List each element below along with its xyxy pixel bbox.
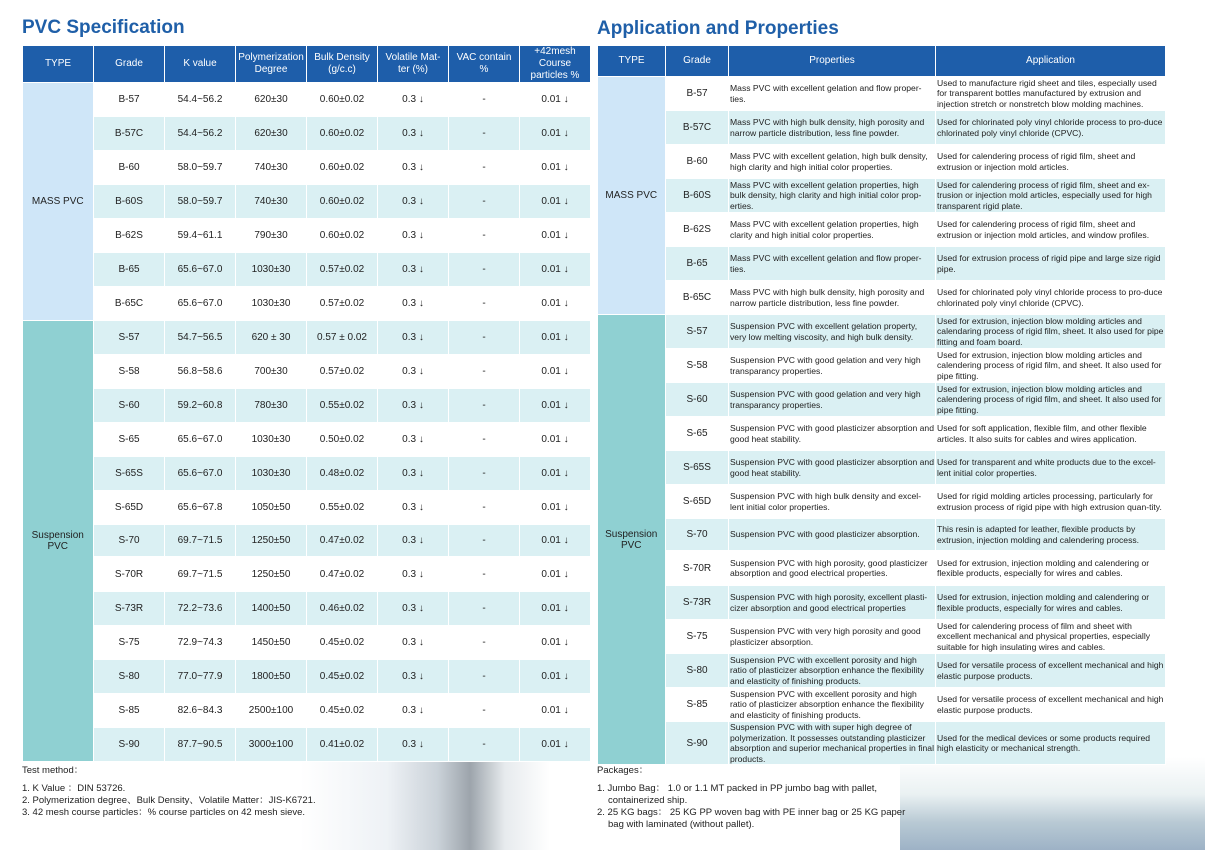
value-cell: Mass PVC with high bulk density, high porosity and narrow particle distribution, less fine powder. bbox=[729, 111, 936, 145]
value-cell: Suspension PVC with high porosity, good plasticizer absorption and good electrical properties. bbox=[729, 551, 936, 586]
value-cell: 0.3 ↓ bbox=[378, 423, 449, 457]
value-cell: 620±30 bbox=[236, 117, 307, 151]
table-row bbox=[598, 281, 1166, 315]
value-cell: 0.41±0.02 bbox=[307, 728, 378, 762]
table-row bbox=[23, 185, 591, 219]
grade-cell: S-90 bbox=[94, 728, 165, 762]
column-header: Volatile Mat-ter (%) bbox=[378, 46, 449, 83]
value-cell: 0.01 ↓ bbox=[520, 389, 591, 423]
value-cell: - bbox=[449, 592, 520, 626]
value-cell: 1400±50 bbox=[236, 592, 307, 626]
value-cell: Suspension PVC with good plasticizer absorption and good heat stability. bbox=[729, 451, 936, 485]
grade-cell: B-65 bbox=[666, 247, 729, 281]
column-header: Grade bbox=[94, 46, 165, 83]
column-header: Bulk Density (g/c.c) bbox=[307, 46, 378, 83]
grade-cell: B-62S bbox=[94, 219, 165, 253]
value-cell: 1250±50 bbox=[236, 525, 307, 557]
pvc-spec-table bbox=[22, 45, 591, 762]
table-row bbox=[23, 355, 591, 389]
value-cell: 0.01 ↓ bbox=[520, 491, 591, 525]
value-cell: 65.6~67.0 bbox=[165, 423, 236, 457]
value-cell: 0.3 ↓ bbox=[378, 355, 449, 389]
value-cell: - bbox=[449, 525, 520, 557]
note-line: 1. K Value ：DIN 53726. bbox=[22, 783, 126, 794]
table-row bbox=[23, 557, 591, 592]
table-row bbox=[23, 491, 591, 525]
grade-cell: B-62S bbox=[666, 213, 729, 247]
grade-cell: S-57 bbox=[666, 315, 729, 349]
table-row bbox=[23, 457, 591, 491]
value-cell: 740±30 bbox=[236, 185, 307, 219]
value-cell: Mass PVC with excellent gelation and flow proper-ties. bbox=[729, 247, 936, 281]
background-photo-right bbox=[900, 757, 1205, 850]
table-row bbox=[598, 586, 1166, 620]
value-cell: Used for chlorinated poly vinyl chloride process to pro-duce chlorinated poly vinyl chloride (CPVC). bbox=[936, 281, 1166, 315]
value-cell: 0.48±0.02 bbox=[307, 457, 378, 491]
value-cell: Used for extrusion, injection blow molding articles and calendaring process of rigid film, sheet. It also used for pipe fitting and foam board. bbox=[936, 315, 1166, 349]
value-cell: 87.7~90.5 bbox=[165, 728, 236, 762]
table-row bbox=[23, 287, 591, 321]
value-cell: 0.57±0.02 bbox=[307, 253, 378, 287]
table-row bbox=[598, 349, 1166, 383]
value-cell: 0.01 ↓ bbox=[520, 253, 591, 287]
value-cell: - bbox=[449, 457, 520, 491]
value-cell: - bbox=[449, 660, 520, 694]
grade-cell: S-70 bbox=[666, 519, 729, 551]
column-header: +42mesh Course particles % bbox=[520, 46, 591, 83]
value-cell: 0.57 ± 0.02 bbox=[307, 321, 378, 355]
value-cell: 0.57±0.02 bbox=[307, 287, 378, 321]
value-cell: - bbox=[449, 117, 520, 151]
value-cell: 0.3 ↓ bbox=[378, 389, 449, 423]
value-cell: Suspension PVC with good gelation and very high transparancy properties. bbox=[729, 349, 936, 383]
value-cell: Used for calendering process of film and sheet with excellent mechanical and physical properties, especially suitable for high insulating wires and cables. bbox=[936, 620, 1166, 654]
value-cell: 0.01 ↓ bbox=[520, 355, 591, 389]
grade-cell: S-65S bbox=[666, 451, 729, 485]
value-cell: 65.6~67.0 bbox=[165, 457, 236, 491]
value-cell: 0.3 ↓ bbox=[378, 592, 449, 626]
value-cell: 0.01 ↓ bbox=[520, 423, 591, 457]
column-header: TYPE bbox=[23, 46, 94, 83]
value-cell: 0.60±0.02 bbox=[307, 117, 378, 151]
value-cell: - bbox=[449, 219, 520, 253]
value-cell: Mass PVC with excellent gelation properties, high clarity and high initial color properties. bbox=[729, 213, 936, 247]
value-cell: 65.6~67.0 bbox=[165, 287, 236, 321]
value-cell: Suspension PVC with excellent porosity and high ratio of plasticizer absorption enhance the flexibility and elasticity of finishing products. bbox=[729, 654, 936, 688]
value-cell: Used for the medical devices or some products required high elasticity or mechanical strength. bbox=[936, 722, 1166, 765]
value-cell: Used for versatile process of excellent mechanical and high elastic purpose products. bbox=[936, 688, 1166, 722]
grade-cell: S-75 bbox=[94, 626, 165, 660]
value-cell: Suspension PVC with very high porosity and good plasticizer absorption. bbox=[729, 620, 936, 654]
table-row bbox=[598, 451, 1166, 485]
table-row bbox=[598, 315, 1166, 349]
value-cell: 0.01 ↓ bbox=[520, 219, 591, 253]
value-cell: 54.4~56.2 bbox=[165, 117, 236, 151]
value-cell: 0.3 ↓ bbox=[378, 728, 449, 762]
value-cell: 740±30 bbox=[236, 151, 307, 185]
value-cell: Used for extrusion, injection blow molding articles and calendering process of rigid film, and sheet. It also used for pipe fitting. bbox=[936, 349, 1166, 383]
value-cell: Suspension PVC with good plasticizer absorption and good heat stability. bbox=[729, 417, 936, 451]
value-cell: - bbox=[449, 694, 520, 728]
value-cell: 54.4~56.2 bbox=[165, 83, 236, 117]
value-cell: 0.46±0.02 bbox=[307, 592, 378, 626]
value-cell: Used for extrusion, injection molding and calendering or flexible products, especially for wires and cables. bbox=[936, 586, 1166, 620]
value-cell: 58.0~59.7 bbox=[165, 185, 236, 219]
value-cell: 0.01 ↓ bbox=[520, 185, 591, 219]
value-cell: Used to manufacture rigid sheet and tiles, especially used for transparent bottles manufactured by extrusion and injection stretch or nonstretch blow molding machines. bbox=[936, 77, 1166, 111]
table-row bbox=[23, 389, 591, 423]
value-cell: 0.3 ↓ bbox=[378, 491, 449, 525]
grade-cell: S-65S bbox=[94, 457, 165, 491]
value-cell: 77.0~77.9 bbox=[165, 660, 236, 694]
value-cell: - bbox=[449, 253, 520, 287]
column-header: Polymerization Degree bbox=[236, 46, 307, 83]
grade-cell: B-57C bbox=[94, 117, 165, 151]
table-row bbox=[23, 253, 591, 287]
value-cell: 700±30 bbox=[236, 355, 307, 389]
value-cell: Suspension PVC with high bulk density and excel-lent initial color properties. bbox=[729, 485, 936, 519]
value-cell: - bbox=[449, 728, 520, 762]
column-header: K value bbox=[165, 46, 236, 83]
value-cell: 620±30 bbox=[236, 83, 307, 117]
grade-cell: S-58 bbox=[666, 349, 729, 383]
table-row bbox=[23, 151, 591, 185]
grade-cell: S-85 bbox=[666, 688, 729, 722]
value-cell: 59.2~60.8 bbox=[165, 389, 236, 423]
value-cell: 0.55±0.02 bbox=[307, 491, 378, 525]
value-cell: 1050±50 bbox=[236, 491, 307, 525]
grade-cell: S-65D bbox=[94, 491, 165, 525]
note-line: 3. 42 mesh course particles：% course particles on 42 mesh sieve. bbox=[22, 807, 306, 818]
value-cell: 0.3 ↓ bbox=[378, 287, 449, 321]
type-cell: Suspension PVC bbox=[23, 321, 94, 762]
value-cell: Used for calendering process of rigid film, sheet and extrusion or injection mold articles. bbox=[936, 145, 1166, 179]
grade-cell: S-85 bbox=[94, 694, 165, 728]
value-cell: Used for transparent and white products due to the excel-lent initial color properties. bbox=[936, 451, 1166, 485]
value-cell: 0.45±0.02 bbox=[307, 660, 378, 694]
value-cell: 0.3 ↓ bbox=[378, 321, 449, 355]
value-cell: Mass PVC with excellent gelation and flow proper-ties. bbox=[729, 77, 936, 111]
value-cell: 0.3 ↓ bbox=[378, 694, 449, 728]
value-cell: - bbox=[449, 389, 520, 423]
grade-cell: S-70R bbox=[666, 551, 729, 586]
value-cell: 1450±50 bbox=[236, 626, 307, 660]
grade-cell: S-75 bbox=[666, 620, 729, 654]
note-line: 1. Jumbo Bag： 1.0 or 1.1 MT packed in PP jumbo bag with pallet, containerized ship. bbox=[597, 783, 878, 806]
app-props-table bbox=[597, 45, 1166, 765]
value-cell: 1030±30 bbox=[236, 287, 307, 321]
value-cell: 65.6~67.0 bbox=[165, 253, 236, 287]
value-cell: 790±30 bbox=[236, 219, 307, 253]
grade-cell: S-73R bbox=[666, 586, 729, 620]
value-cell: - bbox=[449, 287, 520, 321]
grade-cell: S-58 bbox=[94, 355, 165, 389]
value-cell: Used for extrusion, injection molding and calendering or flexible products, especially for wires and cables. bbox=[936, 551, 1166, 586]
value-cell: - bbox=[449, 151, 520, 185]
value-cell: 0.60±0.02 bbox=[307, 219, 378, 253]
test-method-notes bbox=[22, 765, 382, 819]
table-row bbox=[23, 660, 591, 694]
value-cell: 1030±30 bbox=[236, 253, 307, 287]
value-cell: 0.01 ↓ bbox=[520, 83, 591, 117]
value-cell: 0.01 ↓ bbox=[520, 728, 591, 762]
table-row bbox=[23, 728, 591, 762]
value-cell: 56.8~58.6 bbox=[165, 355, 236, 389]
note-line: 2. Polymerization degree、Bulk Density、Volatile Matter：JIS-K6721. bbox=[22, 795, 316, 806]
value-cell: - bbox=[449, 321, 520, 355]
table-row bbox=[23, 117, 591, 151]
value-cell: 0.3 ↓ bbox=[378, 626, 449, 660]
value-cell: 1250±50 bbox=[236, 557, 307, 592]
value-cell: 0.45±0.02 bbox=[307, 626, 378, 660]
packages-heading: Packages： bbox=[597, 765, 649, 776]
value-cell: Suspension PVC with good gelation and very high transparancy properties. bbox=[729, 383, 936, 417]
table-row bbox=[598, 551, 1166, 586]
value-cell: - bbox=[449, 557, 520, 592]
value-cell: 0.3 ↓ bbox=[378, 525, 449, 557]
value-cell: 0.60±0.02 bbox=[307, 151, 378, 185]
value-cell: Suspension PVC with with super high degree of polymerization. It possesses outstanding plasticizer absorption and superior mechanical properties in final products. bbox=[730, 722, 934, 764]
value-cell: Mass PVC with high bulk density, high porosity and narrow particle distribution, less fine powder. bbox=[729, 281, 936, 315]
value-cell: 0.01 ↓ bbox=[520, 457, 591, 491]
grade-cell: B-60 bbox=[666, 145, 729, 179]
value-cell: 69.7~71.5 bbox=[165, 557, 236, 592]
value-cell: 3000±100 bbox=[236, 728, 307, 762]
value-cell: 780±30 bbox=[236, 389, 307, 423]
value-cell: 0.3 ↓ bbox=[378, 219, 449, 253]
grade-cell: S-65 bbox=[94, 423, 165, 457]
table-row bbox=[598, 145, 1166, 179]
table-row bbox=[598, 519, 1166, 551]
type-cell: MASS PVC bbox=[23, 83, 94, 321]
table-row bbox=[23, 525, 591, 557]
app-props-title: Application and Properties bbox=[597, 18, 839, 39]
table-row bbox=[23, 219, 591, 253]
value-cell: 69.7~71.5 bbox=[165, 525, 236, 557]
table-row bbox=[23, 423, 591, 457]
table-row bbox=[598, 111, 1166, 145]
value-cell: 0.01 ↓ bbox=[520, 660, 591, 694]
table-row bbox=[598, 179, 1166, 213]
value-cell: 65.6~67.8 bbox=[165, 491, 236, 525]
value-cell: 82.6~84.3 bbox=[165, 694, 236, 728]
value-cell: Used for rigid molding articles processing, particularly for extrusion process of rigid pipe with high extrusion quan-tity. bbox=[936, 485, 1166, 519]
value-cell: - bbox=[449, 83, 520, 117]
grade-cell: S-73R bbox=[94, 592, 165, 626]
value-cell: 0.01 ↓ bbox=[520, 117, 591, 151]
value-cell: Mass PVC with excellent gelation properties, high bulk density, high clarity and high initial color prop-erties. bbox=[729, 179, 936, 213]
value-cell: Used for versatile process of excellent mechanical and high elastic purpose products. bbox=[936, 654, 1166, 688]
grade-cell: S-70 bbox=[94, 525, 165, 557]
table-row bbox=[23, 592, 591, 626]
value-cell: Suspension PVC with excellent gelation property, very low melting viscosity, and high bulk density. bbox=[729, 315, 936, 349]
value-cell: 0.01 ↓ bbox=[520, 557, 591, 592]
value-cell: 59.4~61.1 bbox=[165, 219, 236, 253]
column-header: TYPE bbox=[598, 46, 666, 77]
value-cell: 1800±50 bbox=[236, 660, 307, 694]
table-row bbox=[598, 383, 1166, 417]
grade-cell: B-60S bbox=[94, 185, 165, 219]
value-cell: 0.01 ↓ bbox=[520, 525, 591, 557]
table-row bbox=[23, 83, 591, 117]
table-row bbox=[598, 485, 1166, 519]
value-cell: Suspension PVC with high porosity, excellent plasti-cizer absorption and good electrical properties bbox=[729, 586, 936, 620]
value-cell: 54.7~56.5 bbox=[165, 321, 236, 355]
table-row bbox=[23, 321, 591, 355]
grade-cell: B-65C bbox=[666, 281, 729, 315]
grade-cell: S-80 bbox=[666, 654, 729, 688]
value-cell: - bbox=[449, 185, 520, 219]
value-cell: 0.3 ↓ bbox=[378, 253, 449, 287]
value-cell: - bbox=[449, 355, 520, 389]
grade-cell: B-60 bbox=[94, 151, 165, 185]
type-cell: Suspension PVC bbox=[598, 315, 666, 765]
value-cell: 0.3 ↓ bbox=[378, 83, 449, 117]
value-cell: 620 ± 30 bbox=[236, 321, 307, 355]
grade-cell: B-60S bbox=[666, 179, 729, 213]
value-cell: 0.55±0.02 bbox=[307, 389, 378, 423]
table-row bbox=[598, 247, 1166, 281]
value-cell: 1030±30 bbox=[236, 423, 307, 457]
value-cell: Used for calendering process of rigid film, sheet and ex-trusion or injection mold articles, especially used for high transparent rigid plate. bbox=[936, 179, 1166, 213]
test-method-heading: Test method： bbox=[22, 765, 84, 776]
grade-cell: B-65C bbox=[94, 287, 165, 321]
pvc-spec-title: PVC Specification bbox=[22, 17, 185, 38]
column-header: Properties bbox=[729, 46, 936, 77]
value-cell: 72.2~73.6 bbox=[165, 592, 236, 626]
value-cell: Mass PVC with excellent gelation, high bulk density, high clarity and high initial color properties. bbox=[729, 145, 936, 179]
grade-cell: S-57 bbox=[94, 321, 165, 355]
table-row bbox=[598, 77, 1166, 111]
value-cell: - bbox=[449, 491, 520, 525]
value-cell: 0.3 ↓ bbox=[378, 457, 449, 491]
grade-cell: S-65 bbox=[666, 417, 729, 451]
value-cell: This resin is adapted for leather, flexible products by extrusion, injection molding and calendering process. bbox=[936, 519, 1166, 551]
value-cell: 72.9~74.3 bbox=[165, 626, 236, 660]
value-cell: 0.01 ↓ bbox=[520, 626, 591, 660]
value-cell: Used for calendering process of rigid film, sheet and extrusion or injection mold articles, and window profiles. bbox=[936, 213, 1166, 247]
value-cell: 0.01 ↓ bbox=[520, 592, 591, 626]
value-cell: 0.3 ↓ bbox=[378, 151, 449, 185]
value-cell: 1030±30 bbox=[236, 457, 307, 491]
grade-cell: B-57 bbox=[666, 77, 729, 111]
type-cell: MASS PVC bbox=[598, 77, 666, 315]
value-cell: 0.3 ↓ bbox=[378, 660, 449, 694]
value-cell: 0.3 ↓ bbox=[378, 557, 449, 592]
value-cell: 58.0~59.7 bbox=[165, 151, 236, 185]
grade-cell: B-65 bbox=[94, 253, 165, 287]
table-row bbox=[598, 654, 1166, 688]
column-header: Grade bbox=[666, 46, 729, 77]
value-cell: Used for extrusion, injection blow molding articles and calendering process of rigid film, and sheet. It also used for pipe fitting. bbox=[936, 383, 1166, 417]
grade-cell: B-57C bbox=[666, 111, 729, 145]
value-cell: 0.60±0.02 bbox=[307, 83, 378, 117]
value-cell: 0.60±0.02 bbox=[307, 185, 378, 219]
value-cell: 0.57±0.02 bbox=[307, 355, 378, 389]
value-cell: - bbox=[449, 626, 520, 660]
value-cell: 0.3 ↓ bbox=[378, 185, 449, 219]
value-cell: - bbox=[449, 423, 520, 457]
value-cell: 0.01 ↓ bbox=[520, 287, 591, 321]
value-cell: 0.50±0.02 bbox=[307, 423, 378, 457]
table-row bbox=[598, 688, 1166, 722]
grade-cell: S-90 bbox=[666, 722, 729, 765]
grade-cell: S-60 bbox=[94, 389, 165, 423]
table-row bbox=[598, 722, 1166, 765]
value-cell: Used for chlorinated poly vinyl chloride process to pro-duce chlorinated poly vinyl chloride (CPVC). bbox=[936, 111, 1166, 145]
column-header: Application bbox=[936, 46, 1166, 77]
packages-notes bbox=[597, 765, 917, 831]
grade-cell: B-57 bbox=[94, 83, 165, 117]
value-cell: Used for soft application, flexible film, and other flexible articles. It also suits for cables and wires application. bbox=[936, 417, 1166, 451]
value-cell: Used for extrusion process of rigid pipe and large size rigid pipe. bbox=[936, 247, 1166, 281]
grade-cell: S-60 bbox=[666, 383, 729, 417]
table-row bbox=[598, 213, 1166, 247]
table-row bbox=[598, 417, 1166, 451]
value-cell: Suspension PVC with good plasticizer absorption. bbox=[729, 519, 936, 551]
value-cell: 0.3 ↓ bbox=[378, 117, 449, 151]
grade-cell: S-70R bbox=[94, 557, 165, 592]
table-row bbox=[598, 620, 1166, 654]
value-cell: 2500±100 bbox=[236, 694, 307, 728]
value-cell: 0.47±0.02 bbox=[307, 525, 378, 557]
value-cell: 0.45±0.02 bbox=[307, 694, 378, 728]
grade-cell: S-80 bbox=[94, 660, 165, 694]
table-row bbox=[23, 626, 591, 660]
value-cell: 0.01 ↓ bbox=[520, 151, 591, 185]
value-cell: Suspension PVC with excellent porosity and high ratio of plasticizer absorption enhance the flexibility and elasticity of finishing products. bbox=[729, 688, 936, 722]
grade-cell: S-65D bbox=[666, 485, 729, 519]
value-cell: 0.01 ↓ bbox=[520, 694, 591, 728]
table-row bbox=[23, 694, 591, 728]
note-line: 2. 25 KG bags： 25 KG PP woven bag with PE inner bag or 25 KG paper bag with laminated (without pallet). bbox=[597, 807, 906, 830]
column-header: VAC contain % bbox=[449, 46, 520, 83]
value-cell: 0.01 ↓ bbox=[520, 321, 591, 355]
value-cell: 0.47±0.02 bbox=[307, 557, 378, 592]
